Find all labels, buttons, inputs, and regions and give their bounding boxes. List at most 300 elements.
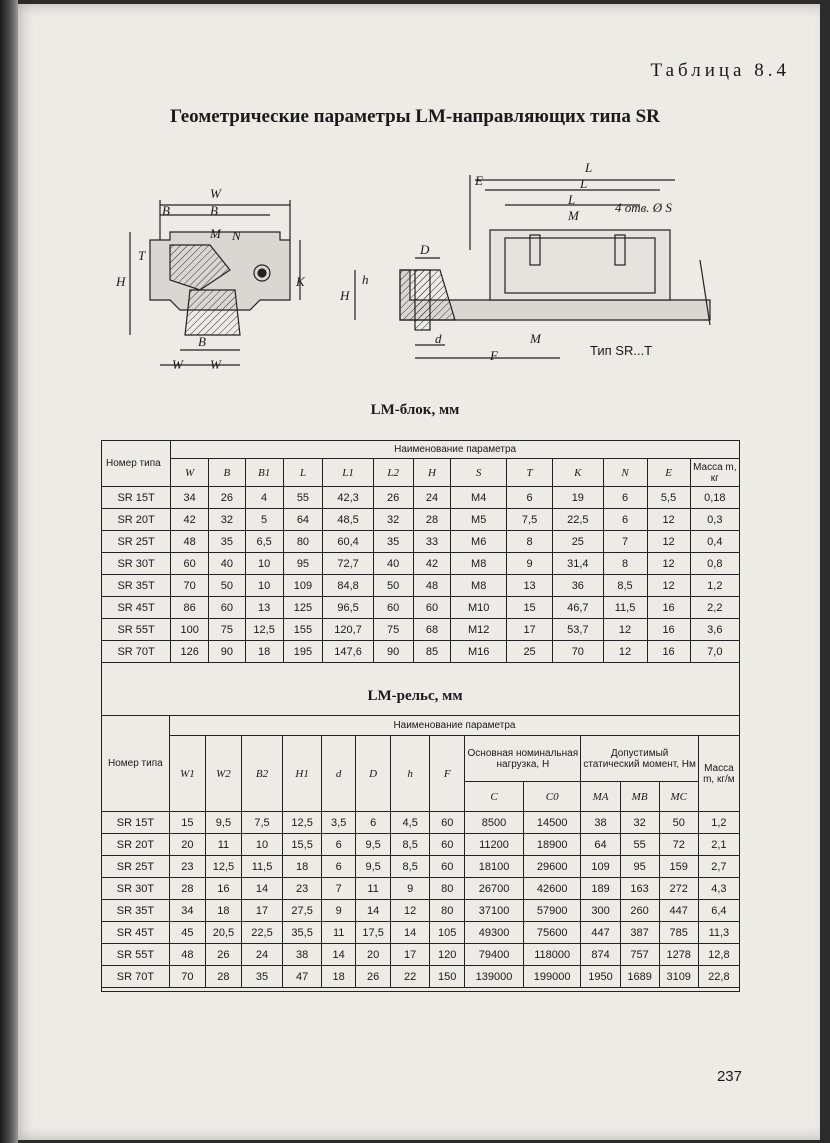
- rail-row: [102, 922, 740, 944]
- block-row: [102, 619, 740, 641]
- block-cell: 6,5: [245, 531, 283, 553]
- rail-cell: 22,8: [698, 966, 739, 988]
- block-cell: 60: [209, 597, 246, 619]
- block-cell: 70: [553, 641, 603, 663]
- block-cell: 6: [603, 509, 647, 531]
- block-cell: 12,5: [245, 619, 283, 641]
- block-cell: 85: [413, 641, 451, 663]
- rail-cell: 27,5: [283, 900, 322, 922]
- rail-cell: 1,2: [698, 812, 739, 834]
- rail-cell: 757: [620, 944, 659, 966]
- rail-cell: 272: [659, 878, 698, 900]
- block-row: [102, 531, 740, 553]
- block-cell: 68: [413, 619, 451, 641]
- load-col: C: [465, 782, 524, 812]
- block-cell: 11,5: [603, 597, 647, 619]
- block-cell: 64: [283, 509, 323, 531]
- drawing-caption: Тип SR...T: [590, 343, 653, 358]
- block-cell: 42: [413, 553, 451, 575]
- rail-cell: 28: [205, 966, 241, 988]
- block-cell: 48: [413, 575, 451, 597]
- block-cell: 16: [647, 597, 690, 619]
- svg-text:4 отв. Ø S: 4 отв. Ø S: [615, 200, 672, 215]
- rail-cell: 11: [205, 834, 241, 856]
- block-cell: 109: [283, 575, 323, 597]
- block-cell: 8: [506, 531, 552, 553]
- block-cell: 84,8: [323, 575, 373, 597]
- rail-cell: 105: [430, 922, 465, 944]
- moment-col: MB: [620, 782, 659, 812]
- rail-cell: 80: [430, 900, 465, 922]
- block-cell: 42: [171, 509, 209, 531]
- rail-type-cell: SR 35T: [102, 900, 170, 922]
- rail-cell: 6: [322, 856, 356, 878]
- rail-cell: 37100: [465, 900, 524, 922]
- rail-cell: 8,5: [391, 834, 430, 856]
- rail-cell: 64: [581, 834, 620, 856]
- moment-col: MA: [581, 782, 620, 812]
- block-cell: M8: [451, 575, 507, 597]
- block-cell: 2,2: [690, 597, 739, 619]
- rail-col: W1: [169, 736, 205, 812]
- rail-cell: 15: [169, 812, 205, 834]
- rail-cell: 8500: [465, 812, 524, 834]
- block-row: [102, 553, 740, 575]
- block-cell: 50: [373, 575, 413, 597]
- block-col-type: Номер типа: [102, 441, 171, 487]
- block-cell: 60: [171, 553, 209, 575]
- block-type-cell: SR 70T: [102, 641, 171, 663]
- block-cell: 8,5: [603, 575, 647, 597]
- rail-type-cell: SR 15T: [102, 812, 170, 834]
- svg-text:M: M: [530, 331, 541, 346]
- block-cell: 9: [506, 553, 552, 575]
- block-cell: 4: [245, 487, 283, 509]
- block-cell: 12: [603, 641, 647, 663]
- rail-cell: 12: [391, 900, 430, 922]
- rail-cell: 26700: [465, 878, 524, 900]
- rail-cell: 118000: [523, 944, 581, 966]
- rail-cell: 11,3: [698, 922, 739, 944]
- block-cell: 48: [171, 531, 209, 553]
- rail-cell: 18900: [523, 834, 581, 856]
- block-col: K: [553, 459, 603, 487]
- rail-cell: 11: [356, 878, 391, 900]
- block-cell: M10: [451, 597, 507, 619]
- rail-cell: 447: [659, 900, 698, 922]
- rail-cell: 447: [581, 922, 620, 944]
- block-cell: 18: [245, 641, 283, 663]
- block-cell: 53,7: [553, 619, 603, 641]
- rail-cell: 17: [241, 900, 282, 922]
- block-cell: 17: [506, 619, 552, 641]
- rail-cell: 120: [430, 944, 465, 966]
- rail-row: [102, 834, 740, 856]
- rail-col: W2: [205, 736, 241, 812]
- block-col: L: [283, 459, 323, 487]
- rail-cell: 1278: [659, 944, 698, 966]
- block-cell: 10: [245, 575, 283, 597]
- block-cell: 15: [506, 597, 552, 619]
- block-row: [102, 641, 740, 663]
- svg-text:H: H: [116, 274, 126, 289]
- rail-cell: 32: [620, 812, 659, 834]
- block-cell: 6: [506, 487, 552, 509]
- rail-cell: 55: [620, 834, 659, 856]
- block-type-cell: SR 30T: [102, 553, 171, 575]
- rail-section-title: LM-рельс, мм: [367, 688, 463, 704]
- block-cell: 13: [245, 597, 283, 619]
- block-cell: 22,5: [553, 509, 603, 531]
- block-cell: 26: [373, 487, 413, 509]
- block-cell: 90: [373, 641, 413, 663]
- svg-text:L: L: [580, 176, 588, 191]
- rail-cell: 95: [620, 856, 659, 878]
- block-col: T: [506, 459, 552, 487]
- block-cell: 60: [413, 597, 451, 619]
- block-cell: 12: [647, 575, 690, 597]
- block-cell: 86: [171, 597, 209, 619]
- rail-cell: 26: [356, 966, 391, 988]
- block-cell: 95: [283, 553, 323, 575]
- rail-cell: 16: [205, 878, 241, 900]
- svg-text:L: L: [585, 160, 593, 175]
- block-cell: 7: [603, 531, 647, 553]
- block-cell: 55: [283, 487, 323, 509]
- block-cell: 48,5: [323, 509, 373, 531]
- block-type-cell: SR 20T: [102, 509, 171, 531]
- svg-text:W: W: [210, 357, 221, 372]
- block-cell: M8: [451, 553, 507, 575]
- block-cell: 31,4: [553, 553, 603, 575]
- rail-cell: 22: [391, 966, 430, 988]
- rail-cell: 11: [322, 922, 356, 944]
- rail-cell: 7,5: [241, 812, 282, 834]
- rail-cell: 18100: [465, 856, 524, 878]
- rail-cell: 260: [620, 900, 659, 922]
- block-cell: 32: [373, 509, 413, 531]
- rail-cell: 9,5: [356, 834, 391, 856]
- block-cell: 12: [647, 531, 690, 553]
- block-cell: 80: [283, 531, 323, 553]
- rail-cell: 6,4: [698, 900, 739, 922]
- block-cell: 60,4: [323, 531, 373, 553]
- block-cell: 40: [373, 553, 413, 575]
- rail-row: [102, 856, 740, 878]
- page-number: 237: [716, 1068, 742, 1085]
- block-cell: 25: [506, 641, 552, 663]
- block-col: N: [603, 459, 647, 487]
- rail-cell: 45: [169, 922, 205, 944]
- block-cell: 72,7: [323, 553, 373, 575]
- block-row: [102, 509, 740, 531]
- rail-cell: 9,5: [205, 812, 241, 834]
- rail-cell: 12,8: [698, 944, 739, 966]
- block-col-mass: Масса m, кг: [690, 459, 739, 487]
- block-cell: 16: [647, 641, 690, 663]
- block-cell: 42,3: [323, 487, 373, 509]
- rail-cell: 11,5: [241, 856, 282, 878]
- block-cell: 32: [209, 509, 246, 531]
- rail-cell: 785: [659, 922, 698, 944]
- rail-cell: 12,5: [205, 856, 241, 878]
- rail-col: d: [322, 736, 356, 812]
- block-cell: 60: [373, 597, 413, 619]
- block-cell: 0,4: [690, 531, 739, 553]
- table-number: Таблица 8.4: [650, 60, 790, 81]
- block-cell: 96,5: [323, 597, 373, 619]
- rail-type-cell: SR 45T: [102, 922, 170, 944]
- block-cell: 34: [171, 487, 209, 509]
- rail-cell: 23: [169, 856, 205, 878]
- block-type-cell: SR 25T: [102, 531, 171, 553]
- rail-cell: 79400: [465, 944, 524, 966]
- rail-mass-header: Масса m, кг/м: [698, 736, 739, 812]
- block-type-cell: SR 35T: [102, 575, 171, 597]
- block-cell: 40: [209, 553, 246, 575]
- block-section-title: LM-блок, мм: [370, 402, 460, 418]
- svg-text:M: M: [210, 226, 221, 241]
- rail-cell: 60: [430, 812, 465, 834]
- block-cell: 33: [413, 531, 451, 553]
- block-col: L2: [373, 459, 413, 487]
- block-cell: 0,18: [690, 487, 739, 509]
- block-cell: 46,7: [553, 597, 603, 619]
- rail-cell: 17: [391, 944, 430, 966]
- block-type-cell: SR 45T: [102, 597, 171, 619]
- rail-cell: 80: [430, 878, 465, 900]
- rail-cell: 34: [169, 900, 205, 922]
- rail-cell: 28: [169, 878, 205, 900]
- block-cell: 12: [603, 619, 647, 641]
- svg-text:M: M: [568, 208, 579, 223]
- svg-text:E: E: [475, 173, 483, 188]
- load-header: Основная номинальная нагрузка, Н: [465, 736, 581, 782]
- rail-cell: 18: [322, 966, 356, 988]
- block-cell: 75: [373, 619, 413, 641]
- block-col: H: [413, 459, 451, 487]
- block-row: [102, 487, 740, 509]
- rail-cell: 49300: [465, 922, 524, 944]
- rail-cell: 15,5: [283, 834, 322, 856]
- block-cell: 0,3: [690, 509, 739, 531]
- rail-col: h: [391, 736, 430, 812]
- block-cell: 12: [647, 509, 690, 531]
- rail-col-type: Номер типа: [102, 716, 170, 812]
- rail-cell: 47: [283, 966, 322, 988]
- rail-cell: 139000: [465, 966, 524, 988]
- svg-text:h: h: [362, 272, 369, 287]
- svg-text:H: H: [340, 288, 350, 303]
- rail-cell: 1689: [620, 966, 659, 988]
- block-cell: 50: [209, 575, 246, 597]
- block-cell: M5: [451, 509, 507, 531]
- rail-cell: 29600: [523, 856, 581, 878]
- svg-text:B: B: [198, 334, 206, 349]
- rail-cell: 23: [283, 878, 322, 900]
- rail-cell: 18: [205, 900, 241, 922]
- block-col: L1: [323, 459, 373, 487]
- rail-cell: 6: [356, 812, 391, 834]
- rail-group-header: Наименование параметра: [169, 716, 739, 736]
- guide-drawing: [110, 160, 730, 385]
- block-cell: 120,7: [323, 619, 373, 641]
- block-col: S: [451, 459, 507, 487]
- block-cell: 36: [553, 575, 603, 597]
- rail-cell: 18: [283, 856, 322, 878]
- rail-cell: 159: [659, 856, 698, 878]
- svg-text:D: D: [420, 242, 430, 257]
- block-cell: 155: [283, 619, 323, 641]
- rail-cell: 20,5: [205, 922, 241, 944]
- rail-cell: 9,5: [356, 856, 391, 878]
- block-cell: 26: [209, 487, 246, 509]
- rail-cell: 12,5: [283, 812, 322, 834]
- rail-cell: 189: [581, 878, 620, 900]
- load-col: C0: [523, 782, 581, 812]
- block-cell: 125: [283, 597, 323, 619]
- rail-cell: 9: [391, 878, 430, 900]
- rail-row: [102, 966, 740, 988]
- rail-cell: 4,5: [391, 812, 430, 834]
- rail-cell: 60: [430, 856, 465, 878]
- rail-cell: 3,5: [322, 812, 356, 834]
- block-cell: 126: [171, 641, 209, 663]
- rail-cell: 874: [581, 944, 620, 966]
- svg-text:W: W: [210, 186, 221, 201]
- rail-cell: 4,3: [698, 878, 739, 900]
- book-binding: [0, 0, 18, 1143]
- rail-cell: 35: [241, 966, 282, 988]
- block-col: B1: [245, 459, 283, 487]
- block-cell: 10: [245, 553, 283, 575]
- block-cell: 35: [373, 531, 413, 553]
- block-cell: 8: [603, 553, 647, 575]
- block-cell: 13: [506, 575, 552, 597]
- block-cell: 7,0: [690, 641, 739, 663]
- block-cell: 16: [647, 619, 690, 641]
- rail-cell: 14: [241, 878, 282, 900]
- block-col: W: [171, 459, 209, 487]
- block-cell: 0,8: [690, 553, 739, 575]
- rail-cell: 35,5: [283, 922, 322, 944]
- block-cell: 1,2: [690, 575, 739, 597]
- rail-cell: 60: [430, 834, 465, 856]
- block-cell: 19: [553, 487, 603, 509]
- svg-text:T: T: [138, 248, 146, 263]
- svg-text:W: W: [172, 357, 183, 372]
- rail-cell: 199000: [523, 966, 581, 988]
- block-cell: M16: [451, 641, 507, 663]
- rail-col: B2: [241, 736, 282, 812]
- block-row: [102, 575, 740, 597]
- moment-col: MC: [659, 782, 698, 812]
- block-type-cell: SR 55T: [102, 619, 171, 641]
- svg-text:K: K: [296, 274, 305, 289]
- rail-cell: 300: [581, 900, 620, 922]
- rail-cell: 8,5: [391, 856, 430, 878]
- block-cell: 3,6: [690, 619, 739, 641]
- rail-cell: 2,7: [698, 856, 739, 878]
- block-cell: 7,5: [506, 509, 552, 531]
- block-cell: 6: [603, 487, 647, 509]
- rail-cell: 14: [391, 922, 430, 944]
- block-type-cell: SR 15T: [102, 487, 171, 509]
- rail-cell: 22,5: [241, 922, 282, 944]
- rail-cell: 20: [356, 944, 391, 966]
- rail-col: D: [356, 736, 391, 812]
- rail-cell: 14: [322, 944, 356, 966]
- rail-cell: 48: [169, 944, 205, 966]
- rail-cell: 26: [205, 944, 241, 966]
- rail-cell: 11200: [465, 834, 524, 856]
- rail-cell: 24: [241, 944, 282, 966]
- rail-cell: 57900: [523, 900, 581, 922]
- svg-text:d: d: [435, 331, 442, 346]
- svg-text:N: N: [232, 228, 241, 243]
- rail-cell: 14: [356, 900, 391, 922]
- block-cell: M12: [451, 619, 507, 641]
- rail-cell: 109: [581, 856, 620, 878]
- rail-row: [102, 878, 740, 900]
- rail-cell: 1950: [581, 966, 620, 988]
- block-col: E: [647, 459, 690, 487]
- rail-row: [102, 812, 740, 834]
- rail-type-cell: SR 70T: [102, 966, 170, 988]
- rail-cell: 3109: [659, 966, 698, 988]
- rail-cell: 38: [283, 944, 322, 966]
- rail-table: [101, 715, 740, 988]
- rail-row: [102, 900, 740, 922]
- rail-cell: 150: [430, 966, 465, 988]
- svg-text:L: L: [568, 192, 576, 207]
- block-cell: 100: [171, 619, 209, 641]
- rail-cell: 387: [620, 922, 659, 944]
- rail-type-cell: SR 25T: [102, 856, 170, 878]
- block-cell: M4: [451, 487, 507, 509]
- rail-cell: 9: [322, 900, 356, 922]
- block-cell: 5,5: [647, 487, 690, 509]
- block-cell: 75: [209, 619, 246, 641]
- rail-cell: 20: [169, 834, 205, 856]
- block-row: [102, 597, 740, 619]
- block-cell: 28: [413, 509, 451, 531]
- block-cell: 5: [245, 509, 283, 531]
- svg-text:F: F: [490, 348, 498, 363]
- block-cell: 90: [209, 641, 246, 663]
- block-col: B: [209, 459, 246, 487]
- rail-cell: 75600: [523, 922, 581, 944]
- rail-type-cell: SR 55T: [102, 944, 170, 966]
- rail-cell: 163: [620, 878, 659, 900]
- rail-row: [102, 944, 740, 966]
- block-group-header: Наименование параметра: [171, 441, 740, 459]
- rail-cell: 38: [581, 812, 620, 834]
- rail-cell: 7: [322, 878, 356, 900]
- rail-cell: 42600: [523, 878, 581, 900]
- svg-text:B: B: [162, 203, 170, 218]
- rail-cell: 72: [659, 834, 698, 856]
- rail-cell: 10: [241, 834, 282, 856]
- svg-text:B: B: [210, 203, 218, 218]
- block-cell: 70: [171, 575, 209, 597]
- rail-cell: 2,1: [698, 834, 739, 856]
- rail-col: F: [430, 736, 465, 812]
- rail-type-cell: SR 30T: [102, 878, 170, 900]
- block-cell: 35: [209, 531, 246, 553]
- block-cell: 195: [283, 641, 323, 663]
- block-cell: 24: [413, 487, 451, 509]
